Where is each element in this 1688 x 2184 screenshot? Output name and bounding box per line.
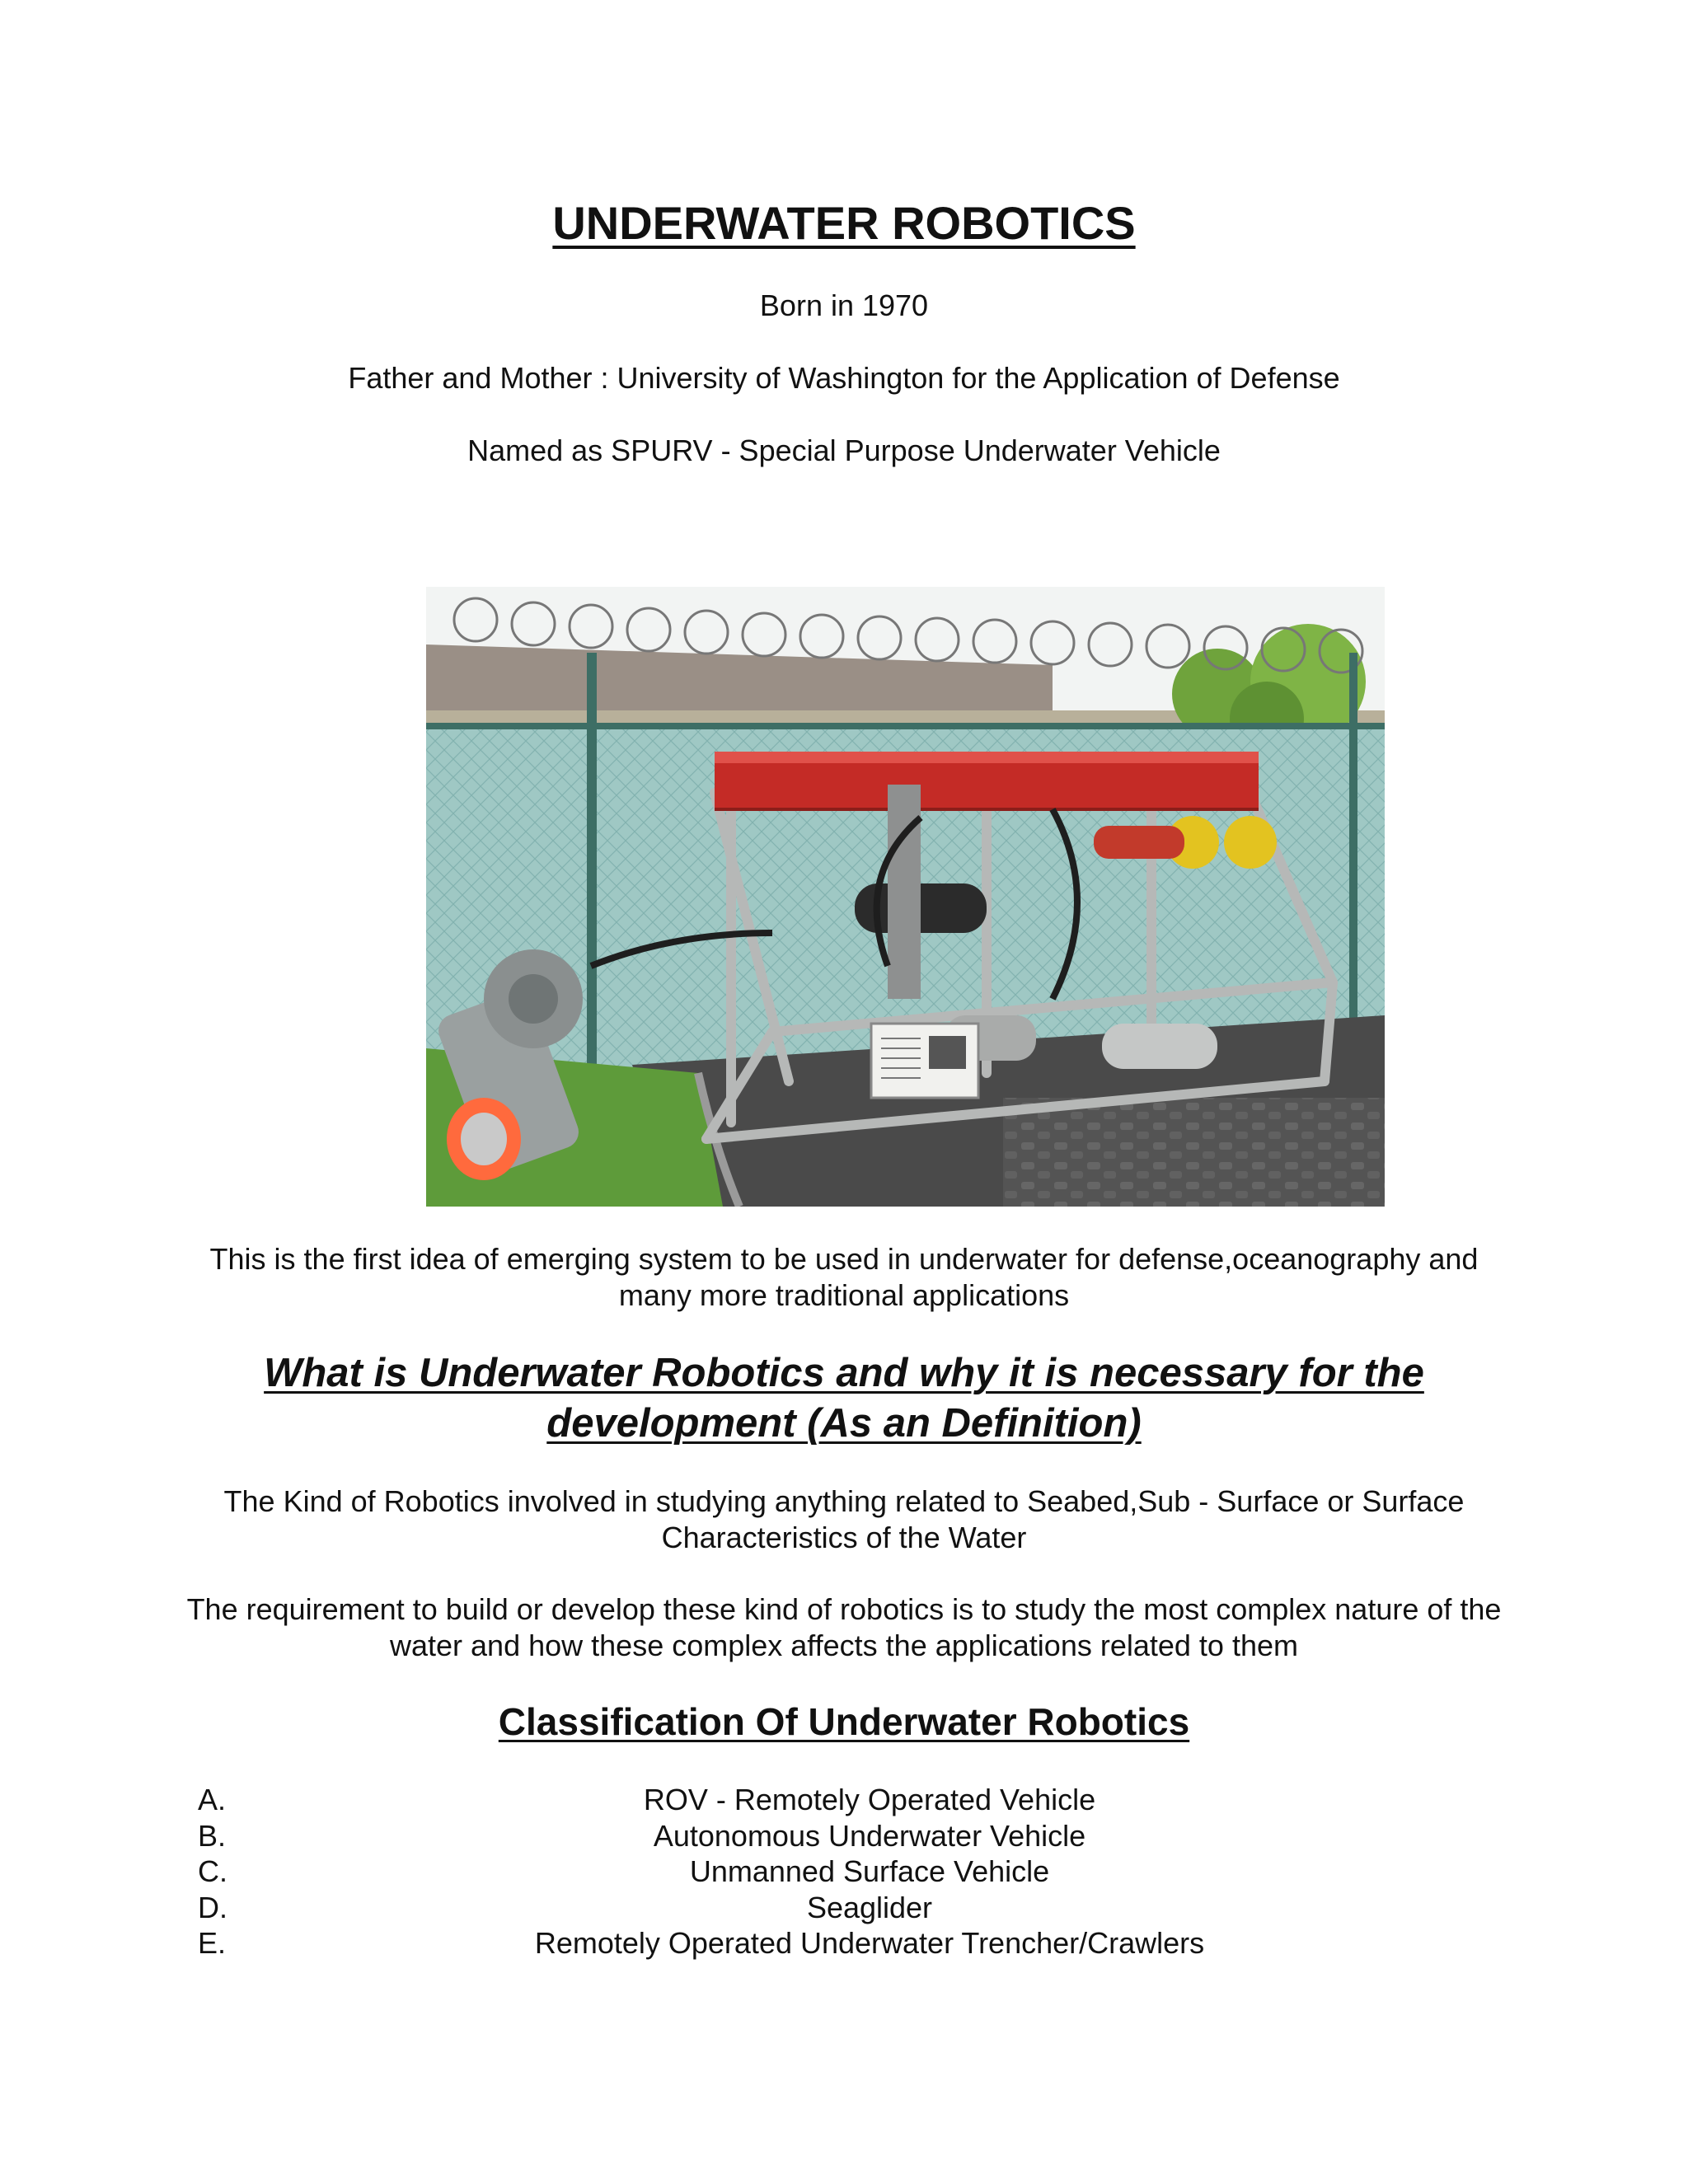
photo-caption: This is the first idea of emerging system to be used in underwater for defense,oceanography and many more traditional applications xyxy=(209,1242,1479,1312)
list-item xyxy=(198,1854,1517,1890)
born-line: Born in 1970 xyxy=(759,288,929,322)
named-line: Named as SPURV - Special Purpose Underwater Vehicle xyxy=(467,434,1221,467)
list-item xyxy=(198,1925,1517,1961)
list-item xyxy=(198,1782,1517,1818)
classification-heading: Classification Of Underwater Robotics xyxy=(498,1700,1190,1743)
list-item xyxy=(198,1890,1517,1926)
classification-list xyxy=(198,1782,1517,1961)
definition-heading: What is Underwater Robotics and why it is necessary for the development (As an Definition) xyxy=(264,1351,1424,1446)
list-item-text: Autonomous Underwater Vehicle xyxy=(653,1818,1086,1853)
list-marker: E. xyxy=(198,1926,227,1960)
list-item-text: Unmanned Surface Vehicle xyxy=(689,1854,1050,1888)
list-marker: A. xyxy=(198,1783,227,1816)
page-title: UNDERWATER ROBOTICS xyxy=(552,197,1136,249)
list-item-text: Seaglider xyxy=(806,1890,933,1924)
list-marker: B. xyxy=(198,1818,227,1853)
list-item-text: ROV - Remotely Operated Vehicle xyxy=(643,1783,1096,1816)
parents-line: Father and Mother : University of Washington for the Application of Defense xyxy=(348,361,1340,395)
list-marker: C. xyxy=(198,1854,227,1888)
spurv-photo xyxy=(426,587,1385,1207)
list-marker: D. xyxy=(198,1890,227,1924)
list-item xyxy=(198,1818,1517,1854)
definition-paragraph-1: The Kind of Robotics involved in studying anything related to Seabed,Sub - Surface or Surface Characteristics of the Water xyxy=(223,1484,1465,1554)
definition-paragraph-2: The requirement to build or develop these kind of robotics is to study the most complex nature of the water and how these complex affects the applications related to them xyxy=(186,1592,1502,1662)
list-item-text: Remotely Operated Underwater Trencher/Crawlers xyxy=(534,1926,1205,1960)
